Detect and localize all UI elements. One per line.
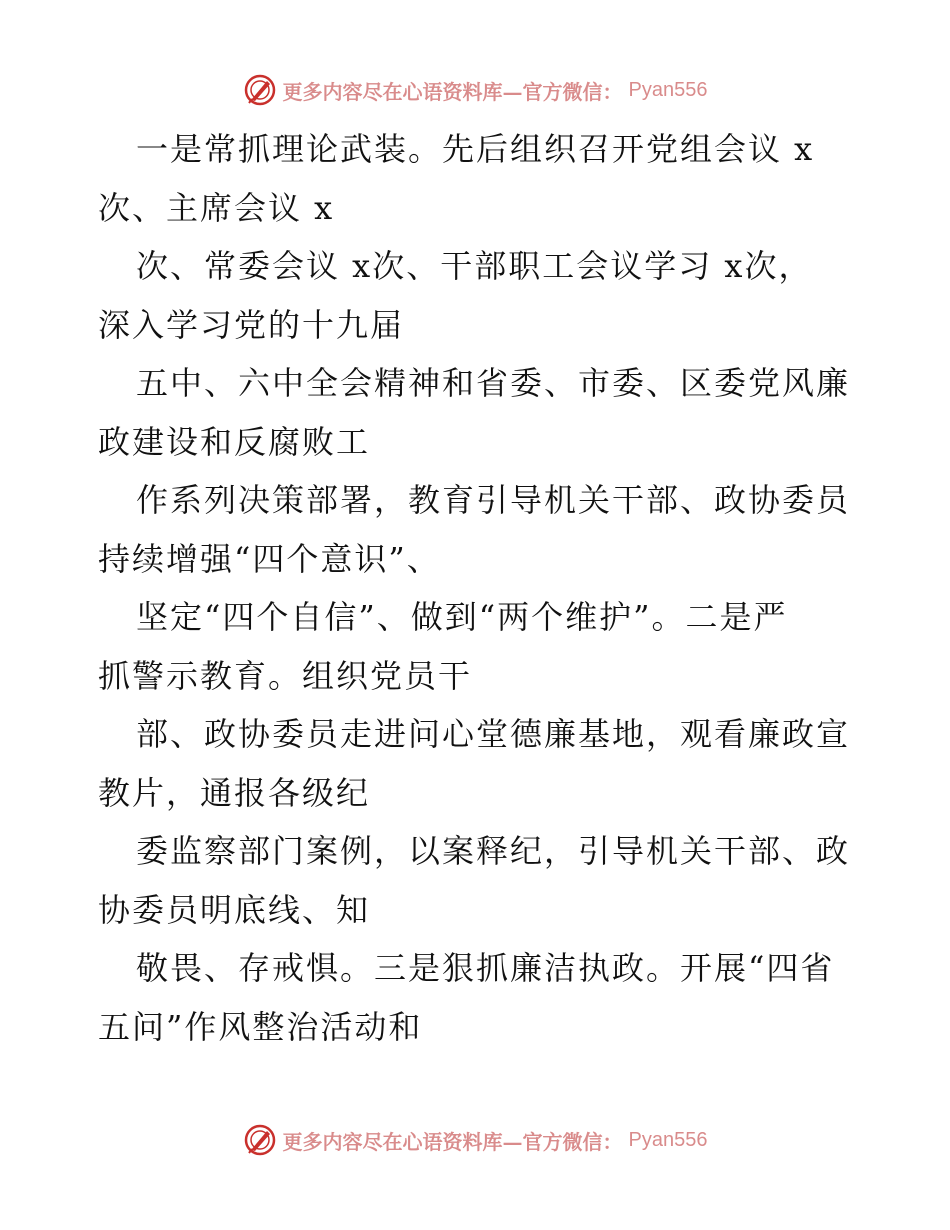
- body-line: 敬畏、存戒惧。三是狠抓廉洁执政。开展“四省: [136, 949, 835, 987]
- body-line: 政建设和反腐败工: [98, 422, 371, 461]
- body-line: 一是常抓理论武装。先后组织召开党组会议 x: [136, 130, 815, 168]
- body-line: 委监察部门案例，以案释纪，引导机关干部、政: [136, 832, 851, 870]
- body-line: 部、政协委员走进问心堂德廉基地，观看廉政宣: [136, 715, 851, 753]
- body-line: 协委员明底线、知: [98, 890, 371, 929]
- body-line: 坚定“四个自信”、做到“两个维护”。二是严: [136, 598, 788, 636]
- watermark-text: 更多内容尽在心语资料库—官方微信：: [282, 79, 623, 104]
- body-line: 次、常委会议 x次、干部职工会议学习 x次，: [136, 247, 813, 285]
- body-line: 深入学习党的十九届: [98, 305, 405, 344]
- header-watermark: [0, 70, 950, 110]
- body-line: 教片，通报各级纪: [98, 773, 371, 812]
- quill-logo-icon: [243, 1123, 277, 1157]
- watermark-wechat-id: Pyan556: [628, 78, 708, 101]
- quill-logo-icon: [243, 73, 277, 107]
- body-line: 持续增强“四个意识”、: [98, 539, 441, 578]
- body-line: 抓警示教育。组织党员干: [98, 656, 473, 695]
- body-line: 五中、六中全会精神和省委、市委、区委党风廉: [136, 364, 851, 402]
- document-body: [98, 120, 858, 1056]
- watermark-wechat-id: Pyan556: [628, 1128, 708, 1151]
- body-line: 次、主席会议 x: [98, 188, 335, 227]
- body-line: 作系列决策部署，教育引导机关干部、政协委员: [136, 481, 851, 519]
- watermark-text: 更多内容尽在心语资料库—官方微信：: [282, 1129, 623, 1154]
- footer-watermark: [0, 1120, 950, 1160]
- body-line: 五问”作风整治活动和: [98, 1007, 423, 1046]
